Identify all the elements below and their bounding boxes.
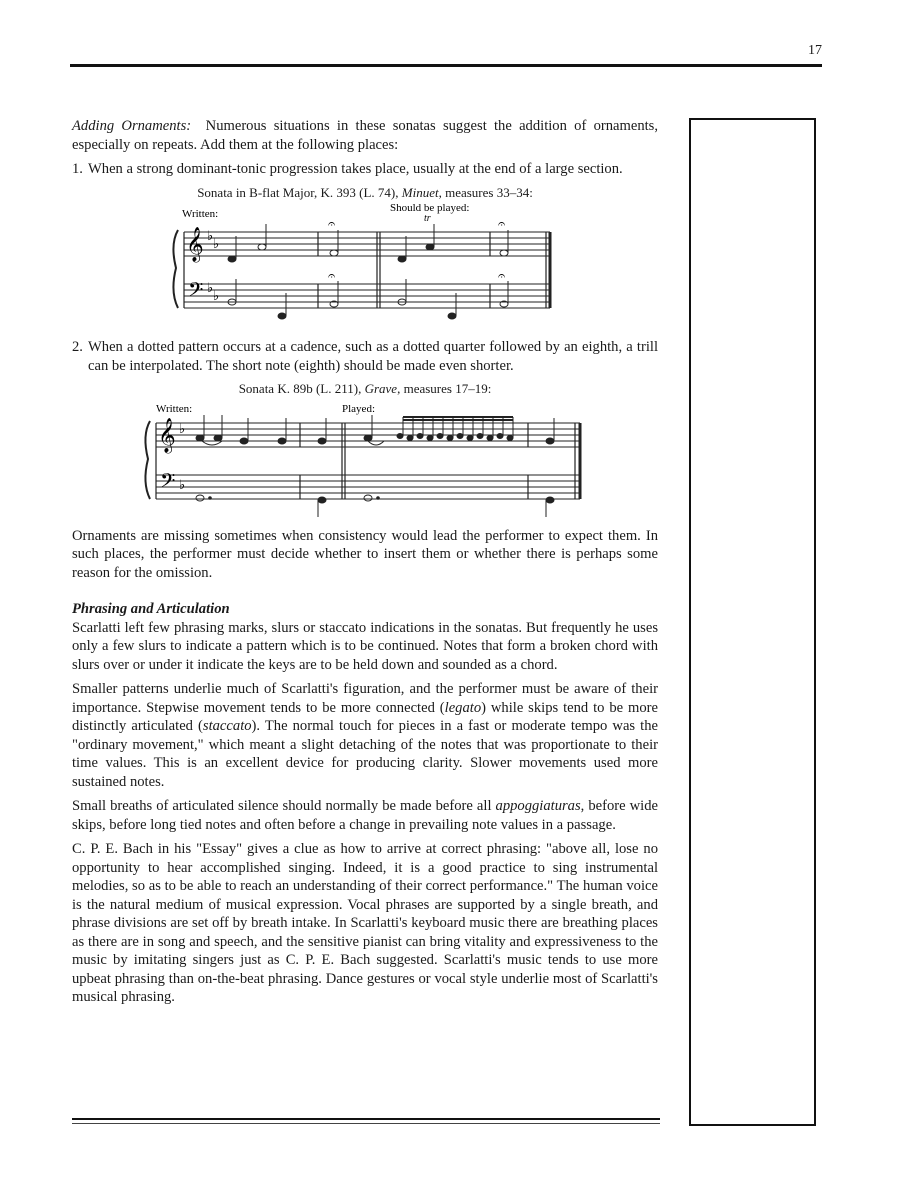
treble-clef-icon: 𝄞 — [186, 228, 204, 261]
bass-clef-icon: 𝄢 — [160, 470, 176, 497]
sidebar-box — [689, 118, 816, 1126]
barlines — [184, 232, 550, 308]
barlines — [156, 420, 580, 499]
term-staccato: staccato — [202, 718, 252, 734]
section-heading: Phrasing and Articulation — [72, 601, 230, 617]
phrasing-paragraph-4: C. P. E. Bach in his "Essay" gives a clue as how to arrive at correct phrasing: "above all, lose no opportunity to hear accomplished singing. Indeed, it is a good practice to sing instrumental melodies, so as to be able to reach an understanding of their correct performance." The human voice is the natural medium of musical expression. Vocal phrases are supported by a single breath, and phrase divisions are set off by breath intake. In Scarlatti's keyboard music there are breathing places as there are in song and speech, and the sensitive pianist can bring vitality and expressiveness to the music by imitating singers just as C. P. E. Bach suggested. Scarlatti's music tends to use more upbeat phrasing than on-the-beat phrasing. Dance gestures or vocal style underlie most of Scarlatti's musical phrasing. — [72, 841, 658, 1005]
phrasing-paragraph-1: Scarlatti left few phrasing marks, slurs or staccato indications in the sonatas. But frequently he uses only a few slurs to indicate a pattern which is to be continued. Notes that form a broken chord with slurs over or under it indicate the keys are to be held down and sounded as a chord. — [72, 619, 658, 673]
item-number: 1. — [72, 161, 83, 177]
ornament-item-2 — [72, 338, 658, 375]
brace — [173, 230, 178, 308]
text-run: Smaller patterns underlie much of Scarlatti's figuration, and the performer must be aware of their importance. Stepwise movement tends to be more connected ( — [72, 681, 658, 716]
staff-lines — [184, 232, 550, 308]
term-legato: legato — [444, 699, 482, 716]
ornaments-closing: Ornaments are missing sometimes when consistency would lead the performer to expect them. In such places, the performer must decide whether to insert them or whether there is perhaps some reason for the omission. — [72, 527, 658, 581]
played-label: Should be played: — [390, 204, 470, 214]
played-label: Played: — [342, 402, 375, 415]
caption-movement: Grave — [364, 381, 398, 396]
svg-text:♭: ♭ — [179, 420, 186, 436]
text-run: ). The normal touch for pieces in a fast or moderate tempo was the "ordinary movement," which meant a slight detaching of the notes that was proportionate to their time values. This is an excellent device for producing clarity. Slower movements used more sustained notes. — [72, 718, 658, 790]
caption-measures: , measures 33–34: — [438, 184, 533, 200]
text-run: ) while skips tend to be more distinctly articulated ( — [72, 699, 658, 734]
example-1-caption — [72, 184, 658, 203]
example-2-caption — [72, 380, 658, 399]
svg-text:♭: ♭ — [213, 236, 220, 251]
ornaments-intro-text: Numerous situations in these sonatas suggest the addition of ornaments, especially on repeats. Add them at the following places: — [72, 118, 659, 153]
footer-rule — [72, 1118, 660, 1120]
header-rule — [70, 64, 822, 67]
svg-text:♭: ♭ — [207, 280, 214, 295]
caption-measures: , measures 17–19: — [397, 381, 492, 396]
caption-movement: Minuet — [401, 184, 439, 200]
item-text: When a dotted pattern occurs at a cadence, such as a dotted quarter followed by an eighth, a trill can be interpolated. The short note (eighth) should be made even shorter. — [88, 339, 658, 374]
text-run: , before wide skips, before long tied notes and often before a change in prevailing note values in a passage. — [72, 798, 658, 833]
svg-text:𝄐: 𝄐 — [498, 268, 506, 283]
bass-notes — [196, 495, 554, 517]
svg-text:♭: ♭ — [207, 228, 214, 243]
phrasing-paragraph-3 — [72, 797, 658, 834]
svg-text:𝄐: 𝄐 — [328, 216, 336, 231]
item-text: When a strong dominant-tonic progression takes place, usually at the end of a large section. — [88, 161, 623, 177]
svg-text:𝄐: 𝄐 — [328, 268, 336, 283]
text-run: Small breaths of articulated silence should normally be made before all — [72, 798, 496, 814]
trill-icon: tr — [424, 213, 431, 224]
ornament-item-1 — [72, 160, 658, 179]
trill-notes — [397, 417, 554, 444]
written-label: Written: — [156, 402, 193, 415]
caption-text: Sonata K. 89b (L. 211), — [238, 381, 365, 396]
brace — [145, 421, 150, 499]
key-signature — [207, 228, 219, 303]
music-example-2 — [72, 401, 658, 517]
page-number: 17 — [808, 43, 822, 58]
main-column — [72, 117, 658, 1007]
svg-text:♭: ♭ — [213, 288, 220, 303]
ornaments-intro — [72, 117, 658, 154]
key-signature — [179, 421, 185, 492]
staff-lines — [156, 420, 580, 499]
treble-clef-icon: 𝄞 — [158, 418, 176, 452]
bass-clef-icon: 𝄢 — [188, 280, 204, 306]
term-appoggiaturas: appoggiaturas — [495, 798, 581, 814]
footer-rule-thin — [72, 1123, 660, 1124]
svg-text:𝄐: 𝄐 — [498, 216, 506, 231]
svg-text:♭: ♭ — [179, 476, 186, 492]
item-number: 2. — [72, 339, 83, 355]
ornaments-intro-label: Adding Ornaments: — [72, 118, 192, 134]
written-label: Written: — [182, 208, 219, 220]
caption-text: Sonata in B-flat Major, K. 393 (L. 74), — [197, 184, 402, 200]
music-example-1 — [72, 204, 658, 332]
phrasing-paragraph-2 — [72, 680, 658, 791]
